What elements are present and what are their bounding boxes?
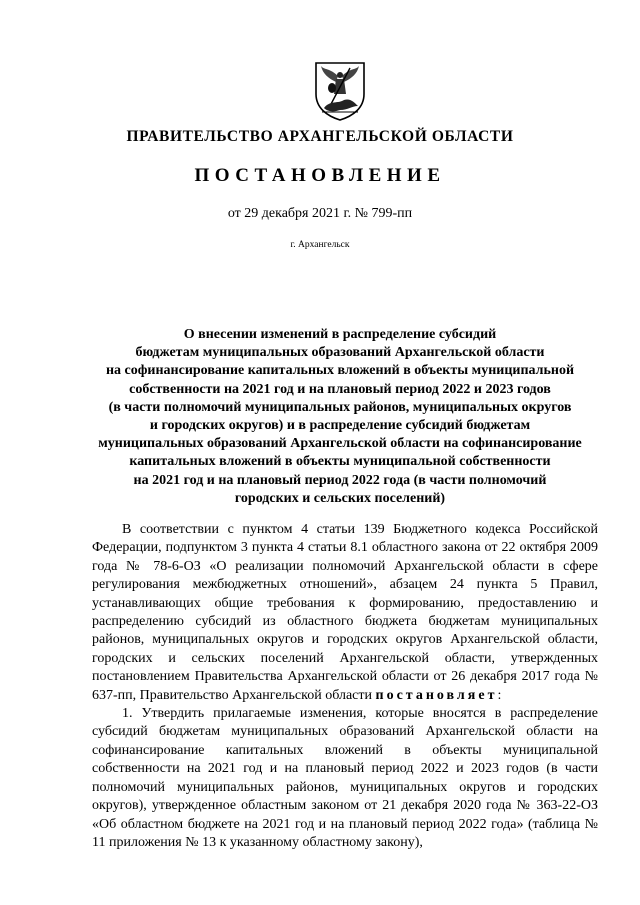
title-line: собственности на 2021 год и на плановый период 2022 и 2023 годов: [129, 381, 551, 397]
title-line: на софинансирование капитальных вложений в объекты муниципальной: [105, 363, 575, 379]
title-line: городских и сельских поселений): [234, 490, 446, 506]
title-line: и городских округов) и в распределение субсидий бюджетам: [149, 418, 531, 434]
resolution-keyword: постановляет: [375, 687, 498, 703]
document-city: г. Архангельск: [290, 240, 350, 250]
document-date-number: от 29 декабря 2021 г. № 799-пп: [227, 206, 413, 221]
arkhangelsk-coat-of-arms-icon: [312, 60, 368, 122]
preamble-text: В соответствии с пунктом 4 статьи 139 Бюджетного кодекса Российской Федерации, подпунктом 3 пункта 4 статьи 8.1 областного закона от 22 октября 2009 года № 78-6-ОЗ «О реализации полномочий Архангельской области в сфере регулирования межбюджетных отношений», абзацем 24 пункта 5 Правил, устанавливающих общие требования к формированию, предоставлению и распределению субсидий из областного бюджета бюджетам муниципальных районов, муниципальных округов и городских округов Архангельской области, городских и сельских поселений Архангельской области, утвержденных постановлением Правительства Архангельской области от 26 декабря 2017 года № 637-пп, Правительство Архангельской области: [92, 522, 598, 703]
title-line: О внесении изменений в распределение субсидий: [183, 327, 497, 342]
clause-1-paragraph: 1. Утвердить прилагаемые изменения, которые вносятся в распределение субсидий бюджетам муниципальных образований Архангельской области на софинансирование капитальных вложений в объекты муниципальной собственности на 2021 год и на плановый период 2022 и 2023 годов (в части полномочий муниципальных районов, муниципальных округов и городских округов), утвержденное областным законом от 21 декабря 2020 года № 363-22-ОЗ «Об областном бюджете на 2021 год и на плановый период 2022 года» (таблица № 11 приложения № 13 к указанному областному закону),: [92, 706, 598, 850]
title-line: капитальных вложений в объекты муниципальной собственности: [129, 454, 551, 470]
preamble-colon: :: [497, 687, 502, 703]
preamble-paragraph: [92, 521, 598, 705]
document-type: ПОСТАНОВЛЕНИЕ: [194, 165, 446, 186]
document-body: [92, 521, 598, 852]
organization-name: ПРАВИТЕЛЬСТВО АРХАНГЕЛЬСКОЙ ОБЛАСТИ: [126, 128, 514, 145]
title-line: бюджетам муниципальных образований Архангельской области: [135, 345, 545, 361]
title-line: на 2021 год и на плановый период 2022 года (в части полномочий: [133, 472, 547, 488]
title-line: (в части полномочий муниципальных районов, муниципальных округов: [108, 399, 572, 415]
document-title: [70, 326, 610, 508]
title-line: муниципальных образований Архангельской области на софинансирование: [98, 436, 582, 452]
